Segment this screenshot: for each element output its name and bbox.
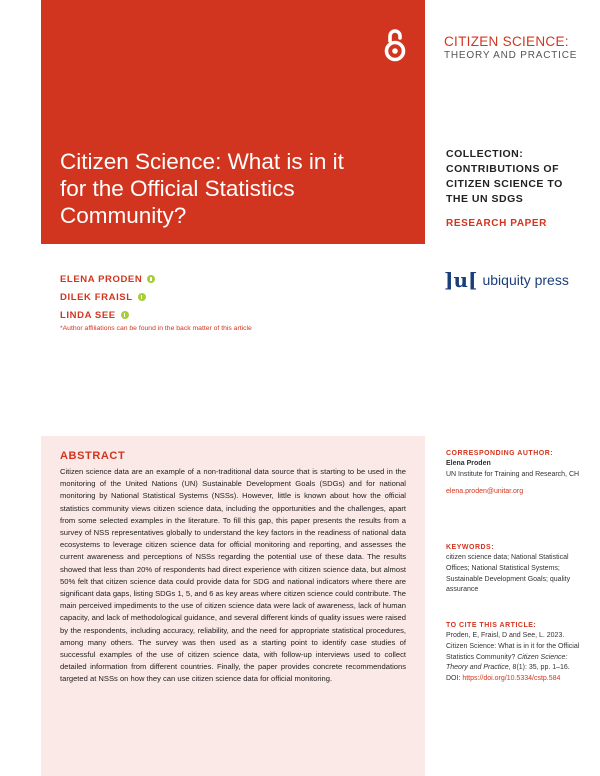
open-access-icon <box>381 26 409 64</box>
author-item[interactable] <box>60 306 155 324</box>
article-title: Citizen Science: What is in it for the Official Statistics Community? <box>60 149 344 228</box>
collection-label: COLLECTION: CONTRIBUTIONS OF CITIZEN SCIENCE TO THE UN SDGS <box>446 148 563 205</box>
ubiquity-mark-icon: ]u[ <box>444 268 478 292</box>
author-item[interactable] <box>60 270 155 288</box>
doi-link[interactable]: https://doi.org/10.5334/cstp.584 <box>462 675 561 683</box>
author-item[interactable] <box>60 288 155 306</box>
citation-heading: TO CITE THIS ARTICLE: <box>446 622 537 629</box>
citation <box>446 622 586 685</box>
orcid-icon[interactable] <box>147 275 155 283</box>
author-name: LINDA SEE <box>60 309 116 321</box>
author-list <box>60 270 155 324</box>
corresponding-author <box>446 450 586 495</box>
orcid-icon[interactable] <box>138 293 146 301</box>
citation-text <box>446 631 586 685</box>
author-name: DILEK FRAISL <box>60 291 133 303</box>
citation-journal: Citizen Science: Theory and Practice, <box>446 653 568 672</box>
corresponding-name: Elena Proden <box>446 460 491 467</box>
journal-name: CITIZEN SCIENCE: <box>444 34 569 49</box>
abstract-heading: ABSTRACT <box>60 450 126 462</box>
author-name: ELENA PRODEN <box>60 273 143 285</box>
citation-volume: 8(1): 35, pp. 1–16. DOI: <box>446 664 570 683</box>
journal-subtitle: THEORY AND PRACTICE <box>444 50 578 61</box>
journal-logo[interactable] <box>444 34 594 62</box>
corresponding-email-link[interactable]: elena.proden@unitar.org <box>446 487 524 495</box>
abstract-text: Citizen science data are an example of a non-traditional data source that is starting to be used in the monitoring of the United Nations (UN) Sustainable Development Goals (SDGs) and for national monitoring by National Statistical Systems (NSSs). However, little is known about how the official statistics community views citizen science data, including the opportunities and the challenges, apart from some selected examples in the literature. To fill this gap, this paper presents the results from a survey of NSS representatives globally to understand the key factors in the readiness of national data ecosystems to leverage citizen science data for official monitoring and reporting, and assesses the current awareness and perceptions of NSSs regarding the potential use of these data. The results showed that less than 20% of respondents had direct experience with citizen science data, but almost 50% felt that citizen science data could provide data for SDG and national indicators where there are significant data gaps, listing SDGs 1, 5, and 6 as key areas where citizen science could contribute. The main perceived impediments to the use of citizen science data were lack of awareness, lack of human capacity, and lack of methodological guidance, and several different kinds of quality issues were raised by the respondents, including accuracy, reliability, and the need for appropriate statistical procedures, among many others. The survey was then used as a starting point to identify case studies of successful examples of the use of citizen science data, with follow-up interviews used to collect detailed information from different countries. Finally, the paper provides concrete recommendations targeted at NSSs on how they can use citizen science data for official monitoring. <box>60 467 406 684</box>
corresponding-affiliation: UN Institute for Training and Research, CH <box>446 470 580 478</box>
keywords-heading: KEYWORDS: <box>446 544 495 551</box>
publisher-logo[interactable] <box>444 268 569 292</box>
keywords <box>446 544 586 596</box>
keywords-text: citizen science data; National Statistical Offices; National Statistical Systems; Sustainable Development Goals; quality assurance <box>446 554 571 594</box>
affiliation-note: *Author affiliations can be found in the back matter of this article <box>60 325 252 332</box>
orcid-icon[interactable] <box>121 311 129 319</box>
paper-type: RESEARCH PAPER <box>446 218 548 229</box>
citation-lead: Proden, E, Fraisl, D and See, L. 2023. Citizen Science: What is in it for the Official Statistics Community? <box>446 632 580 661</box>
publisher-name: ubiquity press <box>482 272 569 288</box>
corresponding-heading: CORRESPONDING AUTHOR: <box>446 450 554 457</box>
